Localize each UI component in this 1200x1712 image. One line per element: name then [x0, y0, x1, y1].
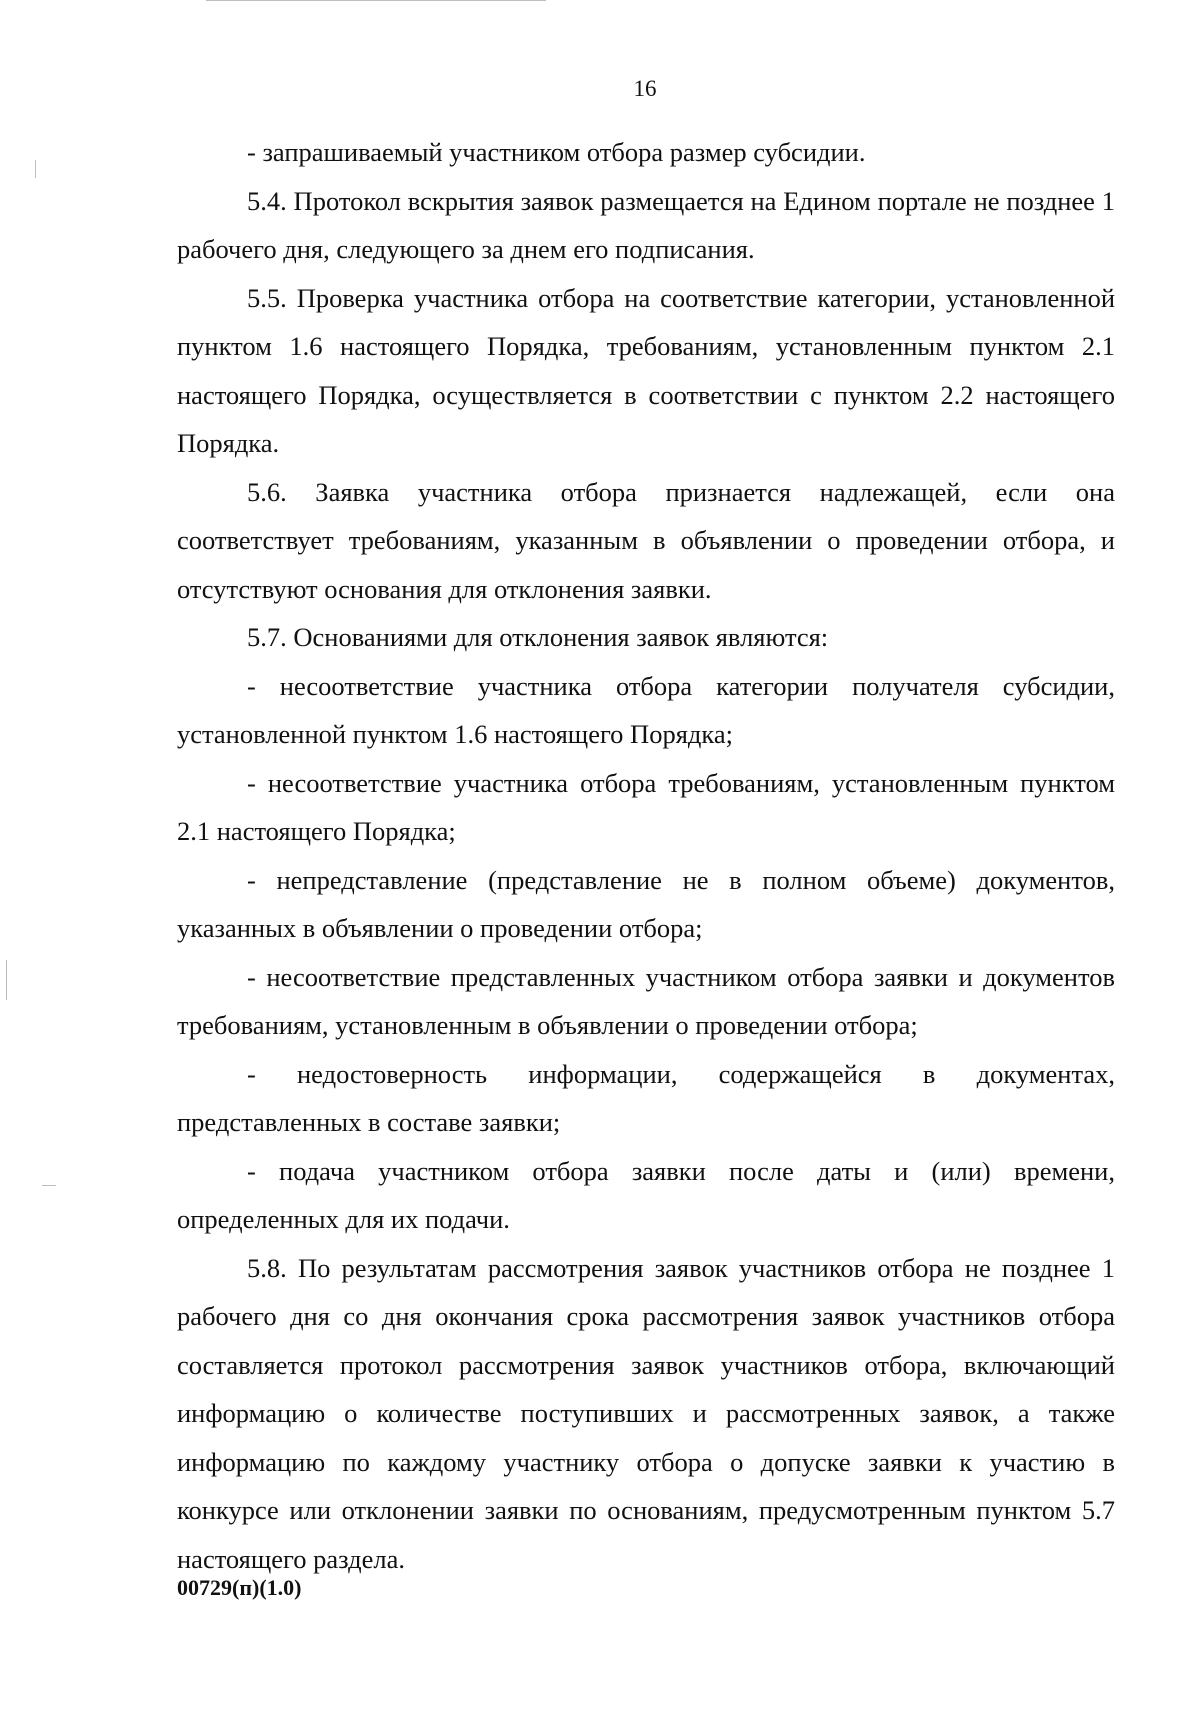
scan-edge-mark: [206, 0, 546, 1]
paragraph: - несоответствие участника отбора категории получателя субсидии, установленной пунктом 1.6 настоящего Порядка;: [177, 670, 1115, 749]
paragraph: 5.8. По результатам рассмотрения заявок участников отбора не позднее 1 рабочего дня со дня окончания срока рассмотрения заявок участников отбора составляется протокол рассмотрения заявок участников отбора, включающий информацию о количестве поступивших и рассмотренных заявок, а также информацию по каждому участнику отбора о допуске заявки к участию в конкурсе или отклонении заявки по основаниям, предусмотренным пунктом 5.7 настоящего раздела.: [177, 1252, 1115, 1574]
paragraph: - несоответствие представленных участником отбора заявки и документов требованиям, установленным в объявлении о проведении отбора;: [177, 961, 1115, 1040]
paragraph: - недостоверность информации, содержащейся в документах, представленных в составе заявки;: [177, 1058, 1115, 1137]
document-code: 00729(п)(1.0): [177, 1575, 302, 1600]
paragraph: 5.6. Заявка участника отбора признается надлежащей, если она соответствует требованиям, указанным в объявлении о проведении отбора, и отсутствуют основания для отклонения заявки.: [177, 476, 1115, 604]
page-number: 16: [633, 76, 657, 101]
document-body: [177, 128, 1115, 1583]
scan-edge-mark: [42, 1185, 56, 1186]
scan-edge-mark: [35, 160, 36, 178]
paragraph: 5.7. Основаниями для отклонения заявок являются:: [247, 622, 829, 652]
scan-edge-mark: [6, 960, 7, 1000]
paragraph: - запрашиваемый участником отбора размер субсидии.: [247, 137, 866, 167]
paragraph: - несоответствие участника отбора требованиям, установленным пунктом 2.1 настоящего Порядка;: [177, 767, 1115, 846]
paragraph: - подача участником отбора заявки после даты и (или) времени, определенных для их подачи.: [177, 1155, 1115, 1234]
paragraph: 5.5. Проверка участника отбора на соответствие категории, установленной пунктом 1.6 настоящего Порядка, требованиям, установленным пунктом 2.1 настоящего Порядка, осуществляется в соответствии с пунктом 2.2 настоящего Порядка.: [177, 282, 1115, 458]
paragraph: - непредставление (представление не в полном объеме) документов, указанных в объявлении о проведении отбора;: [177, 864, 1115, 943]
paragraph: 5.4. Протокол вскрытия заявок размещается на Едином портале не позднее 1 рабочего дня, следующего за днем его подписания.: [177, 185, 1115, 264]
